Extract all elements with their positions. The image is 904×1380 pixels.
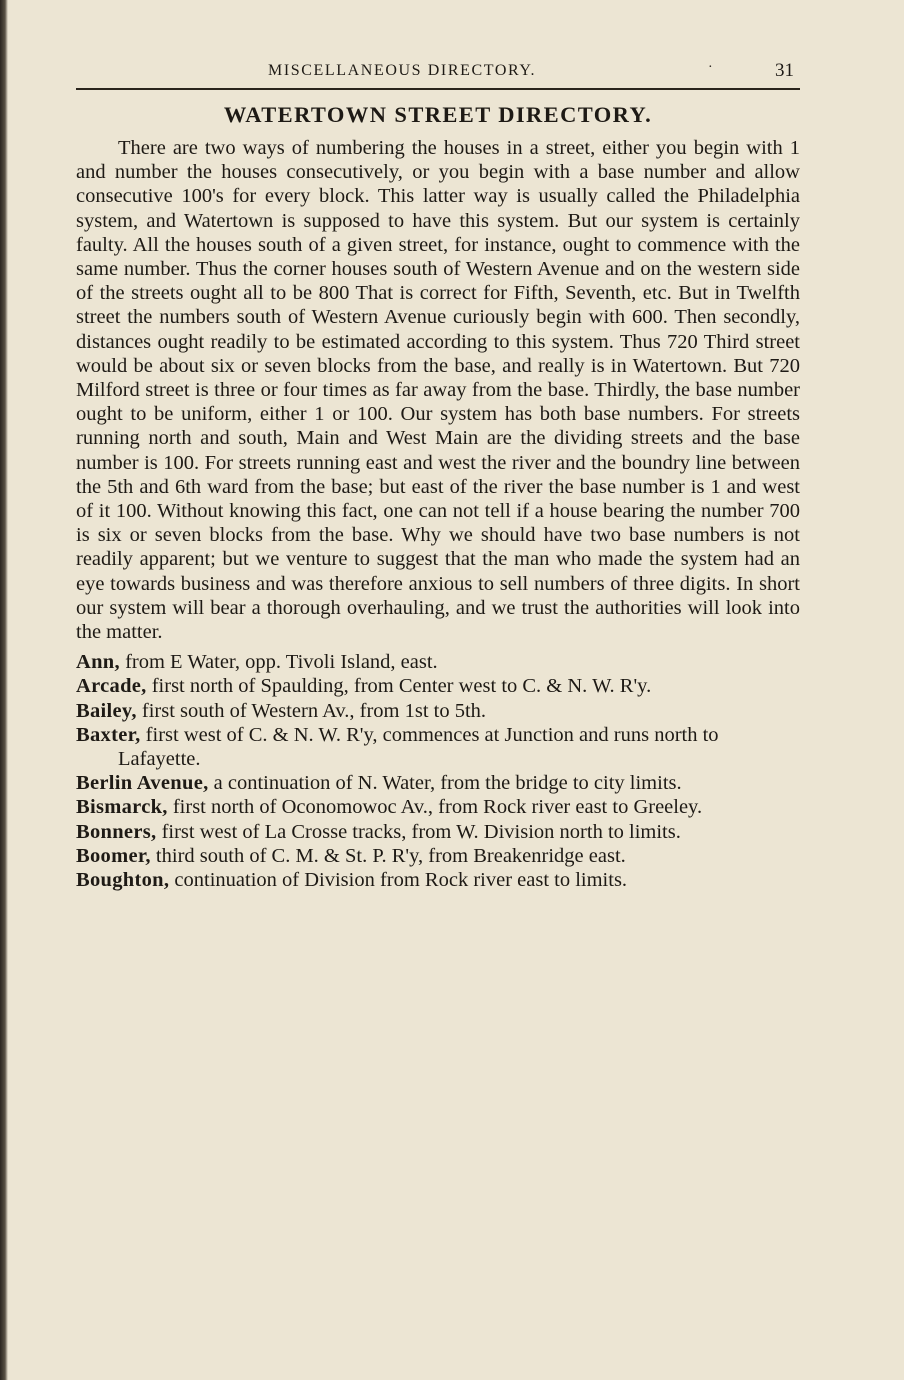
street-entry — [76, 795, 800, 819]
street-name: Bailey, — [76, 699, 137, 722]
street-description: third south of C. M. & St. P. R'y, from Breakenridge east. — [150, 844, 626, 867]
intro-paragraph: There are two ways of numbering the houses in a street, either you begin with 1 and number the houses consecutively, or you begin with a base number and allow consecutive 100's for every block. This latter way is usually called the Philadelphia system, and Watertown is supposed to have this system. But our system is certainly faulty. All the houses south of a given street, for instance, ought to commence with the same number. Thus the corner houses south of Western Avenue and on the western side of the streets ought all to be 800 That is correct for Fifth, Seventh, etc. But in Twelfth street the numbers south of Western Avenue curiously begin with 600. Then secondly, distances ought readily to be estimated according to this system. Thus 720 Third street would be about six or seven blocks from the base, and really is in Watertown. But 720 Milford street is three or four times as far away from the base. Thirdly, the base number ought to be uniform, either 1 or 100. Our system has both base numbers. For streets running north and south, Main and West Main are the dividing streets and the base number is 100. For streets running east and west the river and the boundry line between the 5th and 6th ward from the base; but east of the river the base number is 1 and west of it 100. Without knowing this fact, one can not tell if a house bearing the number 700 is six or seven blocks from the base. Why we should have two base numbers is not readily apparent; but we venture to suggest that the man who made the system had an eye towards business and was therefore anxious to sell numbers of three digits. In short our system will bear a thorough overhauling, and we trust the authorities will look into the matter. — [76, 137, 800, 644]
street-name: Ann, — [76, 651, 120, 674]
street-description: first west of C. & N. W. R'y, commences at Junction and runs north to Lafayette. — [118, 723, 719, 771]
street-entry — [76, 674, 800, 698]
street-name: Baxter, — [76, 723, 141, 746]
street-description: a continuation of N. Water, from the bridge to city limits. — [208, 772, 682, 795]
street-description: continuation of Division from Rock river east to limits. — [169, 869, 628, 892]
page-binding-edge — [0, 0, 8, 1380]
street-name: Arcade, — [76, 675, 147, 698]
street-entry — [76, 820, 800, 844]
street-entry — [76, 844, 800, 868]
directory-page — [76, 56, 800, 892]
street-entry — [76, 650, 800, 674]
street-entry — [76, 771, 800, 795]
section-title: WATERTOWN STREET DIRECTORY. — [223, 102, 653, 127]
street-entry — [76, 868, 800, 892]
page-number: 31 — [775, 60, 794, 81]
street-description: from E Water, opp. Tivoli Island, east. — [119, 651, 438, 674]
street-name: Bonners, — [76, 820, 157, 843]
street-name: Boomer, — [76, 844, 151, 867]
street-name: Berlin Avenue, — [76, 772, 209, 795]
street-name: Boughton, — [76, 869, 170, 892]
header-dot: · — [708, 60, 713, 75]
street-description: first south of Western Av., from 1st to 5th. — [136, 699, 487, 722]
street-entry — [76, 699, 800, 723]
street-entries — [76, 650, 800, 892]
street-description: first west of La Crosse tracks, from W. Division north to limits. — [156, 820, 681, 843]
street-entry — [76, 723, 800, 771]
running-header — [76, 56, 800, 90]
street-description: first north of Oconomowoc Av., from Rock river east to Greeley. — [167, 796, 703, 819]
running-title: MISCELLANEOUS DIRECTORY. — [268, 62, 537, 79]
street-description: first north of Spaulding, from Center west to C. & N. W. R'y. — [146, 675, 652, 698]
street-name: Bismarck, — [76, 796, 168, 819]
